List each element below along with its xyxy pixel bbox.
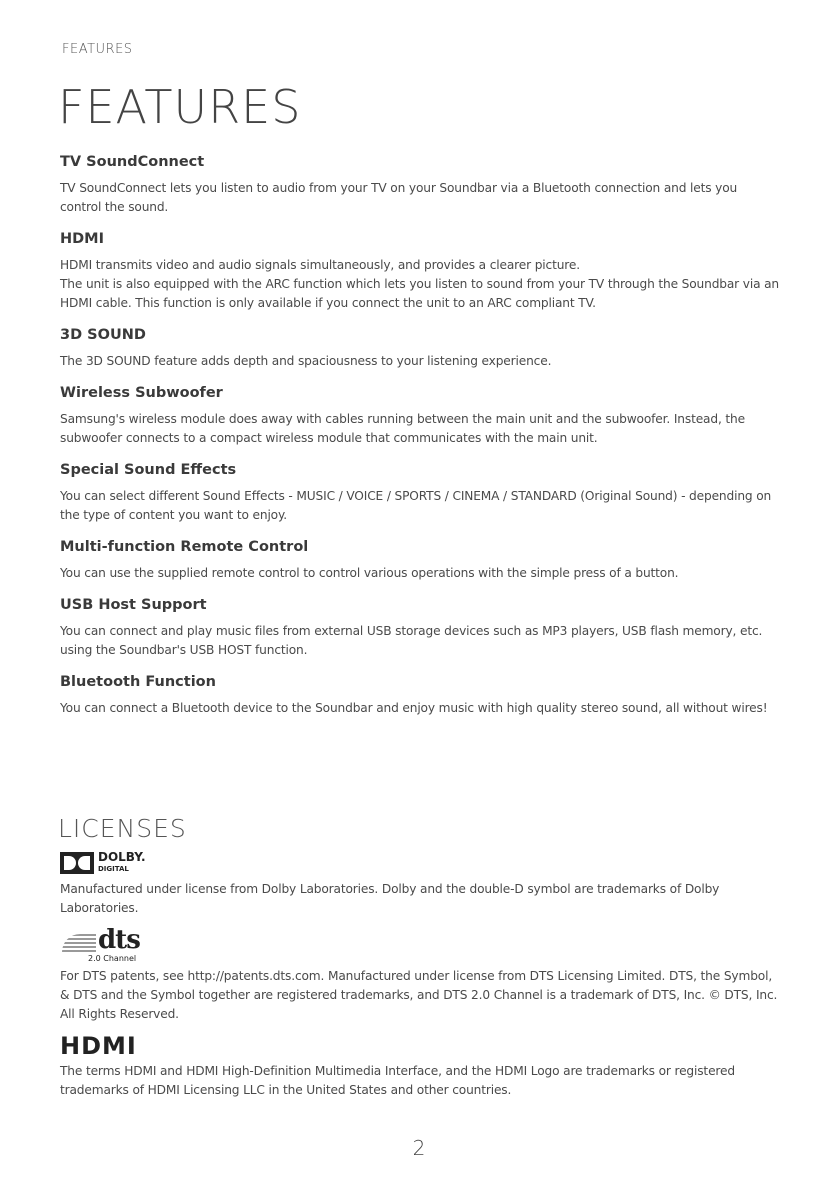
dts-logo — [62, 925, 780, 963]
feature-section — [60, 154, 780, 217]
feature-section — [60, 462, 780, 525]
feature-section — [60, 539, 780, 583]
feature-section — [60, 385, 780, 448]
feature-heading: HDMI — [60, 231, 104, 247]
dts-logo-sub: 2.0 Channel — [88, 954, 137, 963]
feature-body: You can select different Sound Effects - MUSIC / VOICE / SPORTS / CINEMA / STANDARD (Original Sound) - depending on the type of content you want to enjoy. — [60, 489, 772, 522]
hdmi-logo: HDMI — [60, 1032, 137, 1060]
dts-arc-icon — [62, 934, 96, 952]
feature-body: TV SoundConnect lets you listen to audio from your TV on your Soundbar via a Bluetooth connection and lets you control the sound. — [60, 181, 738, 214]
feature-heading: Special Sound Effects — [60, 462, 237, 478]
feature-body: You can connect and play music files from external USB storage devices such as MP3 players, USB flash memory, etc. using the Soundbar's USB HOST function. — [60, 624, 763, 657]
feature-body: The 3D SOUND feature adds depth and spaciousness to your listening experience. — [60, 354, 552, 368]
feature-body: You can use the supplied remote control to control various operations with the simple press of a button. — [60, 566, 679, 580]
feature-section — [60, 327, 780, 371]
dolby-logo-text — [98, 852, 146, 874]
dts-license-text: For DTS patents, see http://patents.dts.com. Manufactured under license from DTS Licensing Limited. DTS, the Symbol, & DTS and the Symbol together are registered trademarks, and DTS 2.0 Channel is a trademark of DTS, Inc. © DTS, Inc. All Rights Reserved. — [60, 969, 778, 1021]
dolby-logo-sub: DIGITAL — [98, 865, 129, 873]
dolby-double-d-icon — [60, 852, 94, 874]
page-title: FEATURES — [58, 80, 302, 134]
dolby-logo-word: DOLBY. — [98, 850, 146, 864]
running-head: FEATURES — [62, 42, 133, 57]
feature-heading: Wireless Subwoofer — [60, 385, 223, 401]
dolby-license-text: Manufactured under license from Dolby Laboratories. Dolby and the double-D symbol are trademarks of Dolby Laboratories. — [60, 882, 720, 915]
dolby-logo — [60, 852, 780, 874]
feature-heading: Bluetooth Function — [60, 674, 216, 690]
feature-body: HDMI transmits video and audio signals simultaneously, and provides a clearer picture. The unit is also equipped with the ARC function which lets you listen to sound from your TV through the Soundbar via an HDMI cable. This function is only available if you connect the unit to an ARC compliant TV. — [60, 258, 780, 310]
hdmi-license-text: The terms HDMI and HDMI High-Definition Multimedia Interface, and the HDMI Logo are trademarks or registered trademarks of HDMI Licensing LLC in the United States and other countries. — [60, 1064, 735, 1097]
feature-heading: TV SoundConnect — [60, 154, 205, 170]
feature-section — [60, 597, 780, 660]
feature-heading: Multi-function Remote Control — [60, 539, 309, 555]
feature-section — [60, 231, 780, 313]
licenses-title: LICENSES — [58, 814, 187, 843]
feature-body: Samsung's wireless module does away with cables running between the main unit and the subwoofer. Instead, the subwoofer connects to a compact wireless module that communicates with the main unit. — [60, 412, 745, 445]
feature-section — [60, 674, 780, 718]
feature-heading: USB Host Support — [60, 597, 207, 613]
dts-logo-word: dts — [98, 925, 140, 955]
page-number: 2 — [412, 1136, 426, 1160]
licenses-list — [60, 852, 780, 1110]
feature-heading: 3D SOUND — [60, 327, 146, 343]
features-list — [60, 154, 780, 732]
feature-body: You can connect a Bluetooth device to the Soundbar and enjoy music with high quality stereo sound, all without wires! — [60, 701, 768, 715]
